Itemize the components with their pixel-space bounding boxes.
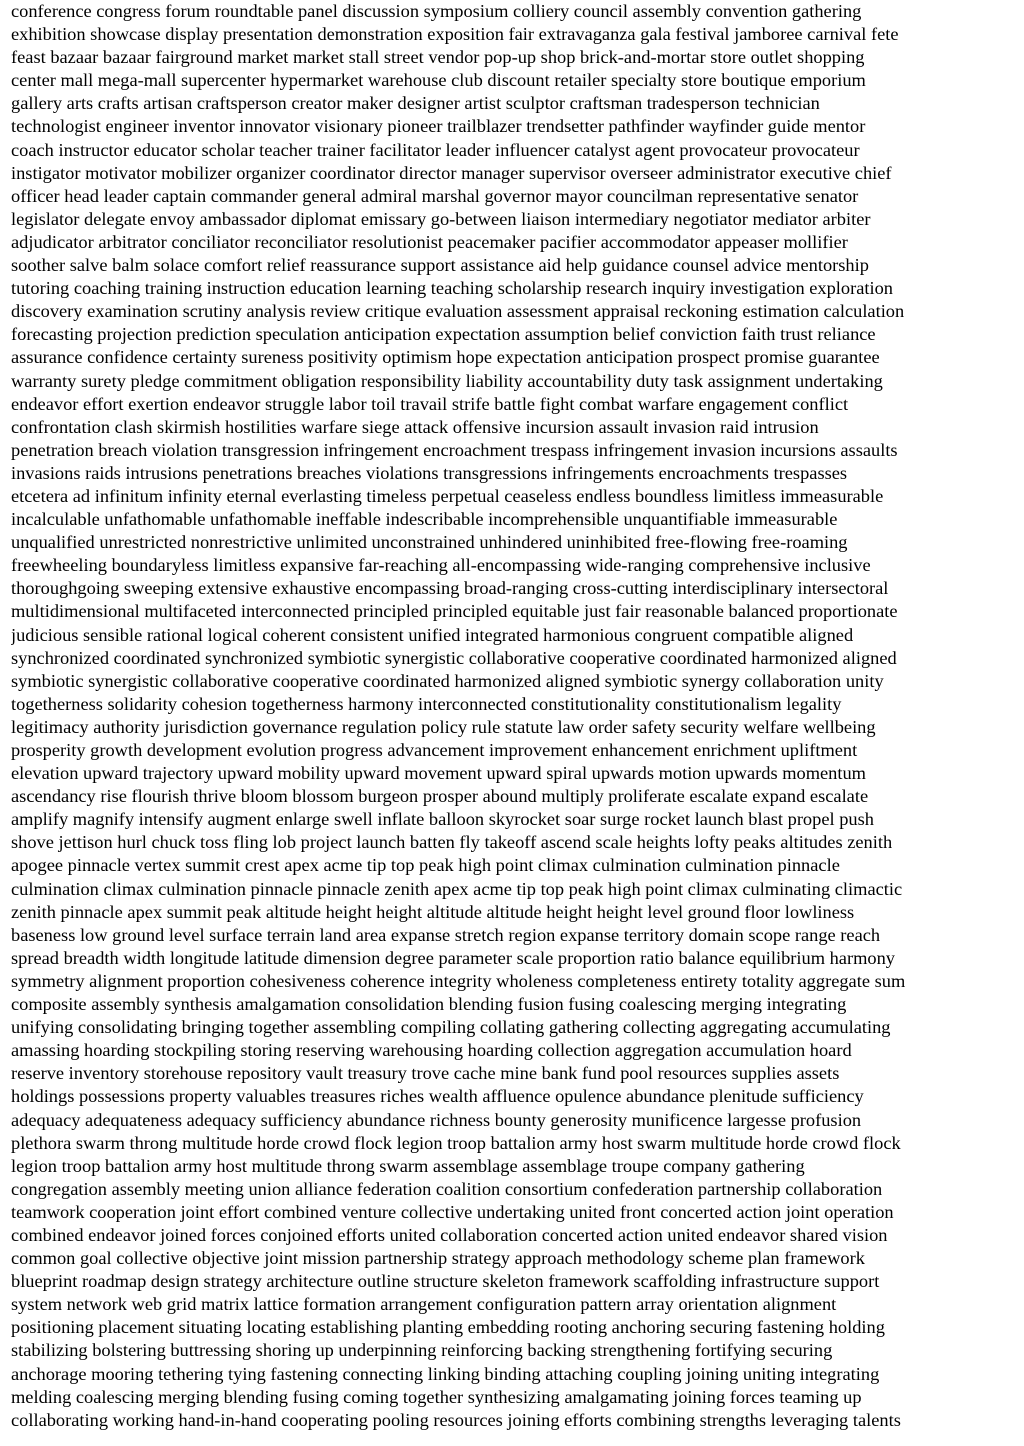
text-line-29: synchronized coordinated synchronized symbiotic synergistic collaborative cooperative coordinated harmonized aligned (11, 647, 897, 668)
text-line-4: center mall mega-mall supercenter hypermarket warehouse club discount retailer specialty store boutique emporium (11, 70, 866, 91)
text-line-62: collaborating working hand-in-hand cooperating pooling resources joining efforts combining strengths leveraging talents (11, 1409, 901, 1430)
text-line-28: judicious sensible rational logical coherent consistent unified integrated harmonious congruent compatible aligned (11, 624, 854, 645)
text-line-3: feast bazaar bazaar fairground market market stall street vendor pop-up shop brick-and-mortar store outlet shopping (11, 47, 865, 68)
text-line-9: officer head leader captain commander general admiral marshal governor mayor councilman representative senator (11, 185, 859, 206)
text-line-6: technologist engineer inventor innovator visionary pioneer trailblazer trendsetter pathfinder wayfinder guide mentor (11, 116, 866, 137)
text-line-16: assurance confidence certainty sureness positivity optimism hope expectation anticipation prospect promise guarantee (11, 347, 880, 368)
text-line-48: holdings possessions property valuables treasures riches wealth affluence opulence abundance plenitude sufficiency (11, 1086, 864, 1107)
text-line-34: elevation upward trajectory upward mobility upward movement upward spiral upwards motion upwards momentum (11, 763, 866, 784)
text-line-23: incalculable unfathomable unfathomable ineffable indescribable incomprehensible unquantifiable immeasurable (11, 509, 838, 530)
text-line-56: blueprint roadmap design strategy architecture outline structure skeleton framework scaffolding infrastructure support (11, 1271, 880, 1292)
text-line-1: conference congress forum roundtable panel discussion symposium colliery council assembly convention gathering (11, 1, 862, 21)
text-line-36: amplify magnify intensify augment enlarge swell inflate balloon skyrocket soar surge rocket launch blast propel push (11, 809, 874, 830)
text-line-10: legislator delegate envoy ambassador diplomat emissary go-between liaison intermediary negotiator mediator arbiter (11, 208, 871, 229)
text-line-22: etcetera ad infinitum infinity eternal everlasting timeless perpetual ceaseless endless boundless limitless immeasurable (11, 485, 884, 506)
text-line-18: endeavor effort exertion endeavor struggle labor toil travail strife battle fight combat warfare engagement conflict (11, 393, 849, 414)
text-line-30: symbiotic synergistic collaborative cooperative coordinated harmonized aligned symbiotic synergy collaboration unity (11, 670, 884, 691)
text-line-57: system network web grid matrix lattice formation arrangement configuration pattern array orientation alignment (11, 1294, 837, 1315)
text-line-27: multidimensional multifaceted interconnected principled principled equitable just fair reasonable balanced proportionate (11, 601, 898, 622)
text-line-39: culmination climax culmination pinnacle pinnacle zenith apex acme tip top peak high point climax culminating climactic (11, 878, 903, 899)
text-line-5: gallery arts crafts artisan craftsperson creator maker designer artist sculptor craftsman tradesperson technician (11, 93, 820, 114)
text-line-7: coach instructor educator scholar teacher trainer facilitator leader influencer catalyst agent provocateur provocateur (11, 139, 860, 160)
text-line-35: ascendancy rise flourish thrive bloom blossom burgeon prosper abound multiply proliferate escalate expand escalate (11, 786, 869, 807)
text-line-25: freewheeling boundaryless limitless expansive far-reaching all-encompassing wide-ranging comprehensive inclusive (11, 555, 871, 576)
text-line-59: stabilizing bolstering buttressing shoring up underpinning reinforcing backing strengthening fortifying securing (11, 1340, 833, 1361)
text-line-54: combined endeavor joined forces conjoined efforts united collaboration concerted action united endeavor shared vision (11, 1224, 888, 1245)
text-line-11: adjudicator arbitrator conciliator reconciliator resolutionist peacemaker pacifier accommodator appeaser mollifier (11, 231, 848, 252)
text-line-8: instigator motivator mobilizer organizer coordinator director manager supervisor overseer administrator executive chief (11, 162, 892, 183)
text-line-49: adequacy adequateness adequacy sufficiency abundance richness bounty generosity munificence largesse profusion (11, 1109, 862, 1130)
text-line-20: penetration breach violation transgression infringement encroachment trespass infringement invasion incursions assaults (11, 439, 898, 460)
text-line-40: zenith pinnacle apex summit peak altitude height height altitude altitude height height level ground floor lowliness (11, 901, 855, 922)
text-line-2: exhibition showcase display presentation demonstration exposition fair extravaganza gala festival jamboree carnival fete (11, 24, 899, 45)
text-line-41: baseness low ground level surface terrain land area expanse stretch region expanse territory domain scope range reach (11, 924, 881, 945)
text-line-51: legion troop battalion army host multitude throng swarm assemblage assemblage troupe company gathering (11, 1155, 805, 1176)
text-line-38: apogee pinnacle vertex summit crest apex acme tip top peak high point climax culmination culmination pinnacle (11, 855, 840, 876)
text-line-26: thoroughgoing sweeping extensive exhaustive encompassing broad-ranging cross-cutting interdisciplinary intersectoral (11, 578, 889, 599)
text-line-24: unqualified unrestricted nonrestrictive unlimited unconstrained unhindered uninhibited free-flowing free-roaming (11, 532, 848, 553)
text-line-14: discovery examination scrutiny analysis review critique evaluation assessment appraisal reckoning estimation calculation (11, 301, 905, 322)
text-line-61: melding coalescing merging blending fusing coming together synthesizing amalgamating joining forces teaming up (11, 1386, 862, 1407)
text-line-44: composite assembly synthesis amalgamation consolidation blending fusion fusing coalescing merging integrating (11, 994, 847, 1015)
text-line-21: invasions raids intrusions penetrations breaches violations transgressions infringements encroachments trespasses (11, 462, 848, 483)
text-line-31: togetherness solidarity cohesion togetherness harmony interconnected constitutionality constitutionalism legality (11, 693, 842, 714)
text-line-45: unifying consolidating bringing together assembling compiling collating gathering collecting aggregating accumulating (11, 1017, 891, 1038)
text-line-47: reserve inventory storehouse repository vault treasury trove cache mine bank fund pool resources supplies assets (11, 1063, 840, 1084)
text-line-43: symmetry alignment proportion cohesiveness coherence integrity wholeness completeness entirety totality aggregate sum (11, 970, 906, 991)
text-line-15: forecasting projection prediction speculation anticipation expectation assumption belief conviction faith trust reliance (11, 324, 876, 345)
text-line-37: shove jettison hurl chuck toss fling lob project launch batten fly takeoff ascend scale heights lofty peaks altitudes zenith (11, 832, 893, 853)
text-line-52: congregation assembly meeting union alliance federation coalition consortium confederation partnership collaboration (11, 1178, 883, 1199)
text-line-55: common goal collective objective joint mission partnership strategy approach methodology scheme plan framework (11, 1248, 865, 1269)
text-line-33: prosperity growth development evolution progress advancement improvement enhancement enrichment upliftment (11, 740, 858, 760)
text-line-42: spread breadth width longitude latitude dimension degree parameter scale proportion ratio balance equilibrium harmony (11, 947, 895, 968)
text-line-58: positioning placement situating locating establishing planting embedding rooting anchoring securing fastening holding (11, 1317, 885, 1338)
text-line-19: confrontation clash skirmish hostilities warfare siege attack offensive incursion assault invasion raid intrusion (11, 416, 819, 437)
text-line-60: anchorage mooring tethering tying fastening connecting linking binding attaching coupling joining uniting integrating (11, 1363, 880, 1384)
text-line-53: teamwork cooperation joint effort combined venture collective undertaking united front concerted action joint operation (11, 1201, 894, 1222)
text-line-50: plethora swarm throng multitude horde crowd flock legion troop battalion army host swarm multitude horde crowd flock (11, 1132, 901, 1153)
text-line-32: legitimacy authority jurisdiction governance regulation policy rule statute law order safety security welfare wellbeing (11, 716, 876, 737)
text-line-13: tutoring coaching training instruction education learning teaching scholarship research inquiry investigation exploration (11, 278, 893, 299)
text-line-17: warranty surety pledge commitment obligation responsibility liability accountability duty task assignment undertaking (11, 370, 883, 391)
text-body (11, 0, 1018, 1432)
text-line-46: amassing hoarding stockpiling storing reserving warehousing hoarding collection aggregation accumulation hoard (11, 1040, 852, 1061)
text-line-12: soother salve balm solace comfort relief reassurance support assistance aid help guidance counsel advice mentorship (11, 255, 869, 276)
